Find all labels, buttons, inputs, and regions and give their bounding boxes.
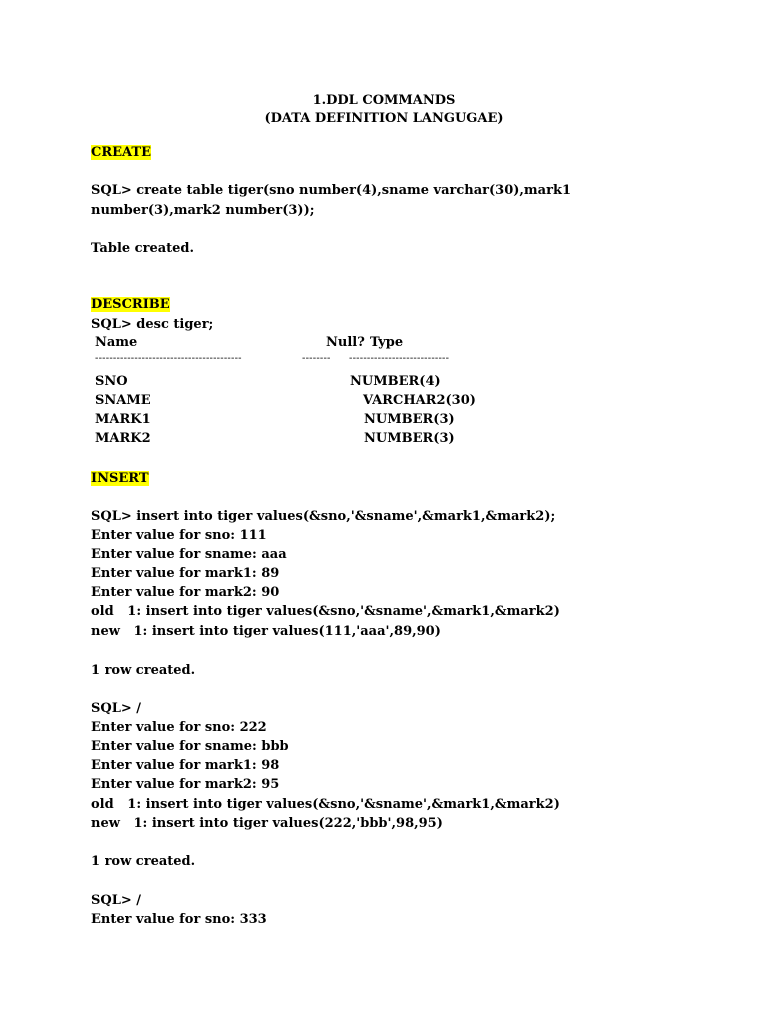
insert-line: Enter value for mark1: 98: [91, 758, 280, 773]
insert-line: SQL> insert into tiger values(&sno,'&sname',&mark1,&mark2);: [91, 509, 556, 524]
insert-result: 1 row created.: [91, 854, 196, 869]
column-header-null: Null?: [326, 335, 365, 350]
insert-heading-label: INSERT: [91, 471, 149, 486]
create-heading-label: CREATE: [91, 145, 152, 160]
describe-row-type: NUMBER(3): [364, 412, 455, 427]
describe-row-type: NUMBER(3): [364, 431, 455, 446]
separator-null: --------: [302, 353, 331, 364]
describe-row-name: MARK2: [95, 431, 151, 446]
insert-line: Enter value for sno: 222: [91, 720, 267, 735]
insert-line: new 1: insert into tiger values(111,'aaa',89,90): [91, 624, 441, 639]
separator-type: ----------------------------: [349, 353, 450, 364]
insert-result: 1 row created.: [91, 663, 196, 678]
describe-heading: [91, 297, 170, 312]
column-header-name: Name: [95, 335, 138, 350]
separator-name: -----------------------------------------: [95, 353, 242, 364]
insert-line: Enter value for sname: aaa: [91, 547, 287, 562]
create-heading: [91, 145, 151, 160]
insert-line: Enter value for sno: 111: [91, 528, 267, 543]
insert-line: old 1: insert into tiger values(&sno,'&sname',&mark1,&mark2): [91, 797, 560, 812]
insert-line: Enter value for mark2: 95: [91, 777, 280, 792]
describe-row-type: NUMBER(4): [350, 374, 441, 389]
describe-row-name: SNAME: [95, 393, 151, 408]
describe-heading-label: DESCRIBE: [91, 297, 170, 312]
page-title: 1.DDL COMMANDS: [312, 93, 456, 108]
describe-row-type: VARCHAR2(30): [363, 393, 476, 408]
column-header-type: Type: [370, 335, 404, 350]
page-subtitle: (DATA DEFINITION LANGUGAE): [264, 111, 504, 126]
insert-line: new 1: insert into tiger values(222,'bbb',98,95): [91, 816, 443, 831]
create-result: Table created.: [91, 241, 195, 256]
insert-line: Enter value for sname: bbb: [91, 739, 289, 754]
describe-row-name: SNO: [95, 374, 128, 389]
insert-line: Enter value for mark1: 89: [91, 566, 280, 581]
insert-heading: [91, 471, 149, 486]
insert-line: old 1: insert into tiger values(&sno,'&sname',&mark1,&mark2): [91, 604, 560, 619]
insert-line: SQL> /: [91, 893, 142, 908]
insert-line: Enter value for mark2: 90: [91, 585, 280, 600]
create-command-line-1: SQL> create table tiger(sno number(4),sname varchar(30),mark1: [91, 183, 572, 198]
describe-command: SQL> desc tiger;: [91, 317, 214, 332]
insert-line: SQL> /: [91, 701, 142, 716]
create-command-line-2: number(3),mark2 number(3));: [91, 203, 315, 218]
describe-row-name: MARK1: [95, 412, 151, 427]
insert-line: Enter value for sno: 333: [91, 912, 267, 927]
